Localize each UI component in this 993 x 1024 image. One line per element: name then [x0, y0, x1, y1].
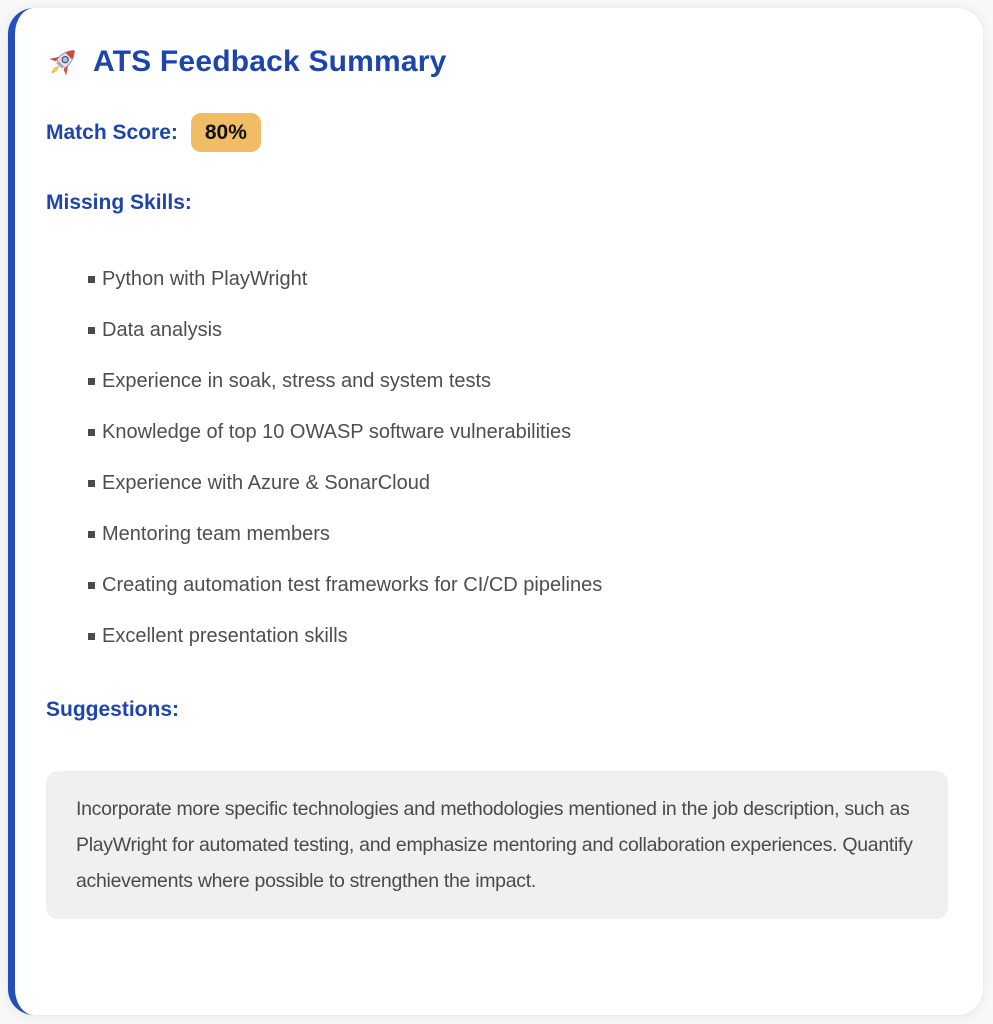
missing-skills-list [46, 269, 948, 647]
match-score-badge: 80% [191, 113, 261, 152]
ats-feedback-card [8, 8, 983, 1015]
title-text: ATS Feedback Summary [93, 45, 447, 78]
suggestion-text: Incorporate more specific technologies and methodologies mentioned in the job description, such as PlayWright for automated testing, and emphasize mentoring and collaboration experiences. Quantify achievements where possible to strengthen the impact. [76, 798, 913, 892]
skill-list-item: Experience in soak, stress and system tests [46, 371, 948, 392]
missing-skills-heading: Missing Skills: [46, 191, 192, 214]
skill-list-item: Excellent presentation skills [46, 626, 948, 647]
skill-list-item: Experience with Azure & SonarCloud [46, 473, 948, 494]
rocket-icon [46, 44, 82, 80]
match-score-label: Match Score: [46, 121, 178, 144]
match-score-row [46, 113, 948, 152]
skill-list-item: Creating automation test frameworks for CI/CD pipelines [46, 575, 948, 596]
skill-list-item: Mentoring team members [46, 524, 948, 545]
suggestion-box [46, 771, 948, 919]
skill-list-item: Data analysis [46, 320, 948, 341]
page-title [46, 44, 948, 80]
skill-list-item: Python with PlayWright [46, 269, 948, 290]
skill-list-item: Knowledge of top 10 OWASP software vulnerabilities [46, 422, 948, 443]
suggestions-heading: Suggestions: [46, 698, 180, 721]
